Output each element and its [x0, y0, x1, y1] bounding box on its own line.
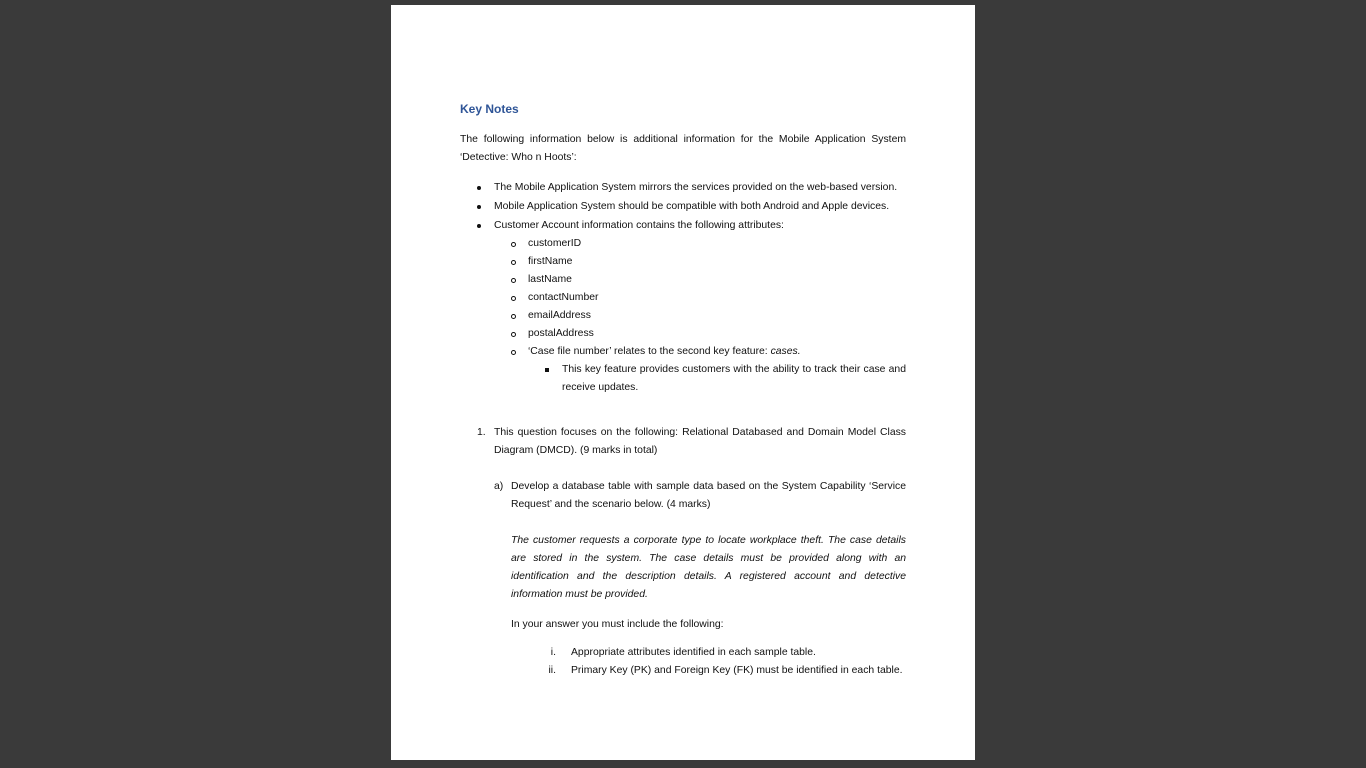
case-file-text: ‘Case file number’ relates to the second key feature:: [528, 346, 771, 357]
bullet-text: Mobile Application System should be compatible with both Android and Apple devices.: [494, 201, 890, 212]
requirement-number: ii.: [548, 665, 556, 676]
list-item: [460, 198, 906, 216]
attribute-text: emailAddress: [528, 310, 591, 321]
question-number: 1.: [477, 427, 486, 438]
requirement-text: Appropriate attributes identified in each sample table.: [571, 647, 816, 658]
attribute-item: [494, 343, 906, 397]
circle-bullet-icon: [511, 260, 516, 265]
circle-bullet-icon: [511, 278, 516, 283]
bullet-icon: [477, 205, 481, 209]
circle-bullet-icon: [511, 332, 516, 337]
case-detail-item: [528, 361, 906, 397]
list-item: [460, 179, 906, 197]
circle-bullet-icon: [511, 350, 516, 355]
requirement-number: i.: [550, 647, 556, 658]
include-instruction: In your answer you must include the following:: [511, 619, 724, 630]
list-item: [460, 217, 906, 397]
question-1: [460, 424, 906, 460]
intro-paragraph: The following information below is additional information for the Mobile Application System ‘Detective: Who n Hoots’:: [460, 134, 906, 163]
requirement-text: Primary Key (PK) and Foreign Key (FK) must be identified in each table.: [571, 665, 903, 676]
attribute-item: [494, 289, 906, 307]
attribute-list: [494, 235, 906, 397]
case-detail-text: This key feature provides customers with the ability to track their case and receive updates.: [562, 364, 906, 393]
bullet-text: Customer Account information contains the following attributes:: [494, 220, 784, 231]
circle-bullet-icon: [511, 296, 516, 301]
bullet-icon: [477, 224, 481, 228]
case-file-emphasis: cases.: [770, 346, 801, 357]
case-detail-list: [528, 361, 906, 397]
attribute-item: [494, 307, 906, 325]
attribute-text: customerID: [528, 238, 582, 249]
page-content: [460, 101, 906, 680]
bullet-text: The Mobile Application System mirrors the services provided on the web-based version.: [494, 182, 898, 193]
question-letter: a): [494, 481, 504, 492]
circle-bullet-icon: [511, 242, 516, 247]
question-text: This question focuses on the following: Relational Databased and Domain Model Class Diagram (DMCD). (9 marks in total): [494, 427, 906, 456]
square-bullet-icon: [545, 368, 549, 372]
requirement-item: [460, 662, 906, 680]
requirement-item: [460, 644, 906, 662]
attribute-text: firstName: [528, 256, 573, 267]
scenario-paragraph: The customer requests a corporate type to locate workplace theft. The case details are stored in the system. The case details must be provided along with an identification and the description details. A registered account and detective information must be provided.: [511, 535, 906, 600]
circle-bullet-icon: [511, 314, 516, 319]
bullet-icon: [477, 186, 481, 190]
section-heading: Key Notes: [460, 102, 519, 116]
question-1a: [460, 478, 906, 514]
document-page: [391, 5, 975, 760]
attribute-text: contactNumber: [528, 292, 599, 303]
attribute-item: [494, 235, 906, 253]
attribute-item: [494, 253, 906, 271]
key-notes-list: [460, 179, 906, 397]
attribute-item: [494, 325, 906, 343]
attribute-item: [494, 271, 906, 289]
question-text: Develop a database table with sample data based on the System Capability ‘Service Request’ and the scenario below. (4 marks): [511, 481, 906, 510]
attribute-text: lastName: [528, 274, 572, 285]
attribute-text: postalAddress: [528, 328, 594, 339]
requirements-list: [460, 644, 906, 680]
